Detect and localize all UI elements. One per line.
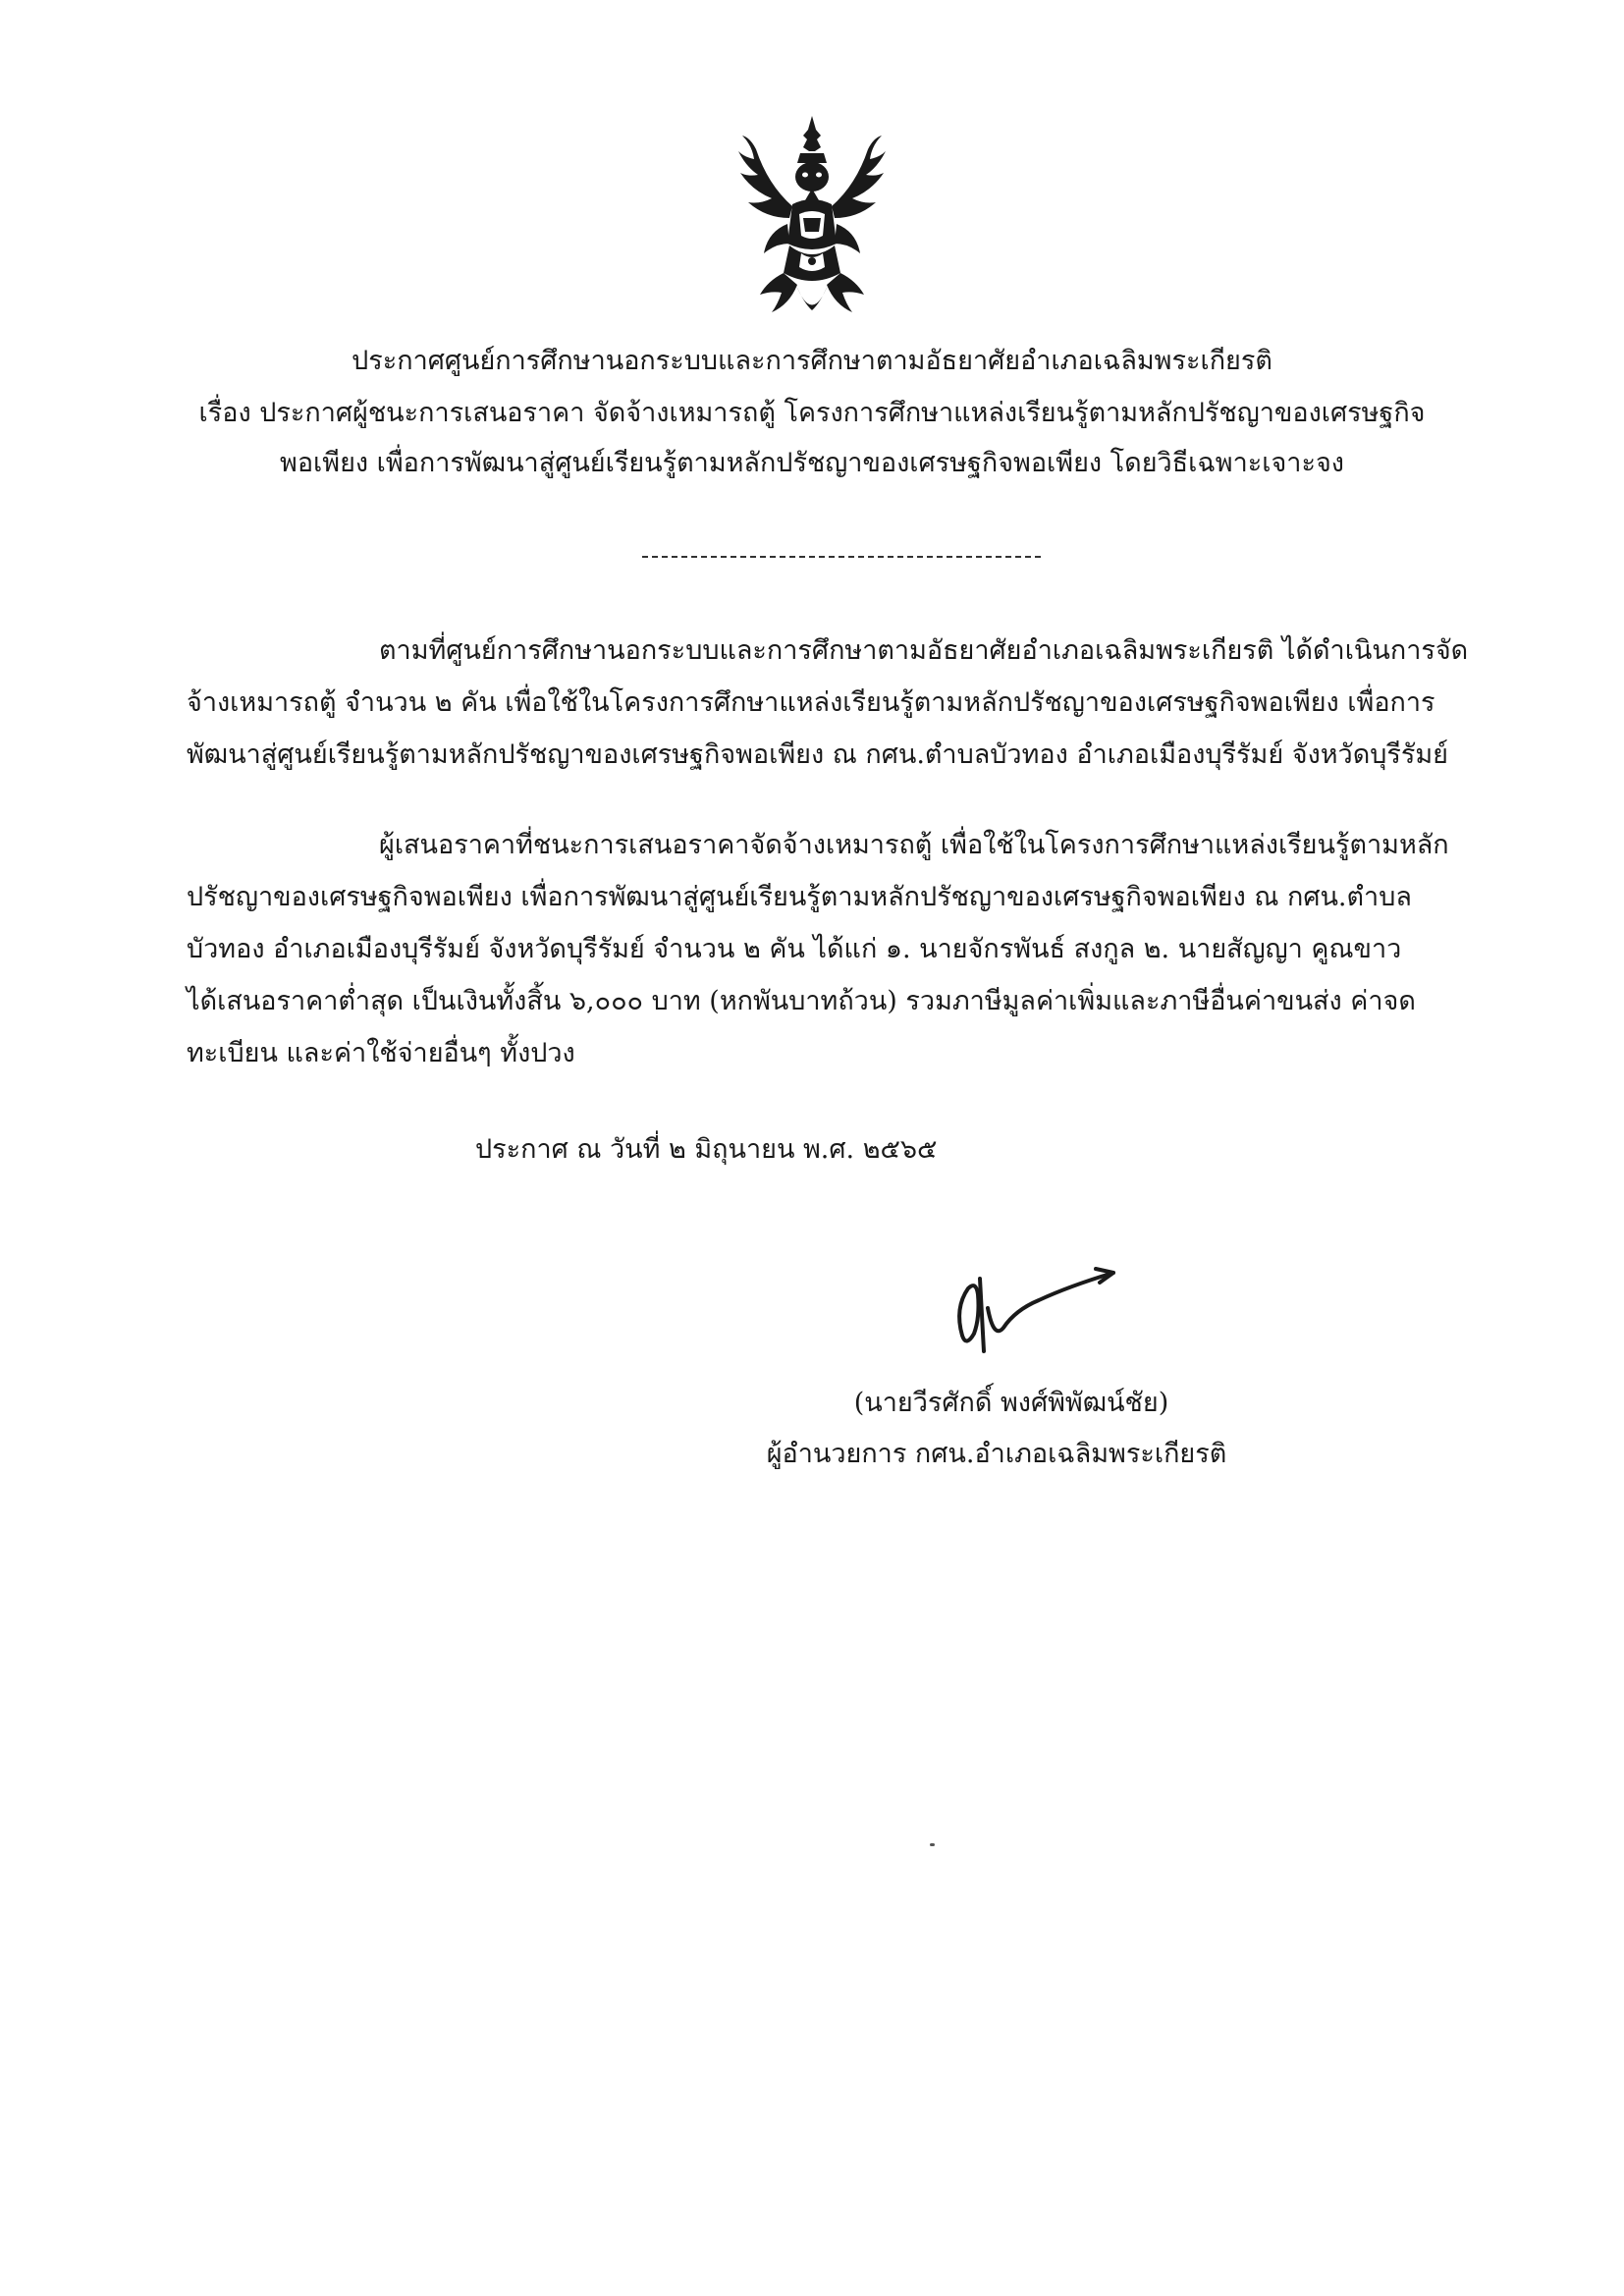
garuda-emblem-icon	[738, 116, 886, 327]
handwritten-signature-icon	[950, 1249, 1117, 1357]
subject-line-continued: พอเพียง เพื่อการพัฒนาสู่ศูนย์เรียนรู้ตามหลักปรัชญาของเศรษฐกิจพอเพียง โดยวิธีเฉพาะเจาะจง	[280, 448, 1344, 478]
announcement-date: ประกาศ ณ วันที่ ๒ มิถุนายน พ.ศ. ๒๕๖๕	[475, 1134, 938, 1165]
signer-name: (นายวีรศักดิ์ พงศ์พิพัฒน์ชัย)	[853, 1388, 1169, 1418]
scan-speck	[930, 1843, 935, 1846]
paragraph-line: จ้างเหมารถตู้ จำนวน ๒ คัน เพื่อใช้ในโครงการศึกษาแหล่งเรียนรู้ตามหลักปรัชญาของเศรษฐกิจพอเพียง เพื่อการ	[187, 687, 1435, 718]
paragraph-line: ได้เสนอราคาต่ำสุด เป็นเงินทั้งสิ้น ๖,๐๐๐ บาท (หกพันบาทถ้วน) รวมภาษีมูลค่าเพิ่มและภาษีอื่นค่าขนส่ง ค่าจด	[187, 986, 1416, 1016]
paragraph-line: ผู้เสนอราคาที่ชนะการเสนอราคาจัดจ้างเหมารถตู้ เพื่อใช้ในโครงการศึกษาแหล่งเรียนรู้ตามหลัก	[379, 830, 1449, 860]
paragraph-line: พัฒนาสู่ศูนย์เรียนรู้ตามหลักปรัชญาของเศรษฐกิจพอเพียง ณ กศน.ตำบลบัวทอง อำเภอเมืองบุรีรัมย์ จังหวัดบุรีรัมย์	[187, 739, 1449, 770]
divider-line	[642, 556, 1041, 558]
announcement-heading: ประกาศศูนย์การศึกษานอกระบบและการศึกษาตามอัธยาศัยอำเภอเฉลิมพระเกียรติ	[352, 346, 1272, 376]
paragraph-line: ปรัชญาของเศรษฐกิจพอเพียง เพื่อการพัฒนาสู่ศูนย์เรียนรู้ตามหลักปรัชญาของเศรษฐกิจพอเพียง ณ กศน.ตำบล	[187, 882, 1412, 912]
paragraph-line: บัวทอง อำเภอเมืองบุรีรัมย์ จังหวัดบุรีรัมย์ จำนวน ๒ คัน ได้แก่ ๑. นายจักรพันธ์ สงกูล ๒. นายสัญญา คูณขาว	[187, 934, 1402, 964]
paragraph-line: ทะเบียน และค่าใช้จ่ายอื่นๆ ทั้งปวง	[187, 1038, 575, 1068]
signer-title: ผู้อำนวยการ กศน.อำเภอเฉลิมพระเกียรติ	[766, 1439, 1227, 1469]
paragraph-line: ตามที่ศูนย์การศึกษานอกระบบและการศึกษาตามอัธยาศัยอำเภอเฉลิมพระเกียรติ ได้ดำเนินการจัด	[379, 635, 1469, 666]
subject-line: เรื่อง ประกาศผู้ชนะการเสนอราคา จัดจ้างเหมารถตู้ โครงการศึกษาแหล่งเรียนรู้ตามหลักปรัชญาของเศรษฐกิจ	[198, 398, 1426, 428]
